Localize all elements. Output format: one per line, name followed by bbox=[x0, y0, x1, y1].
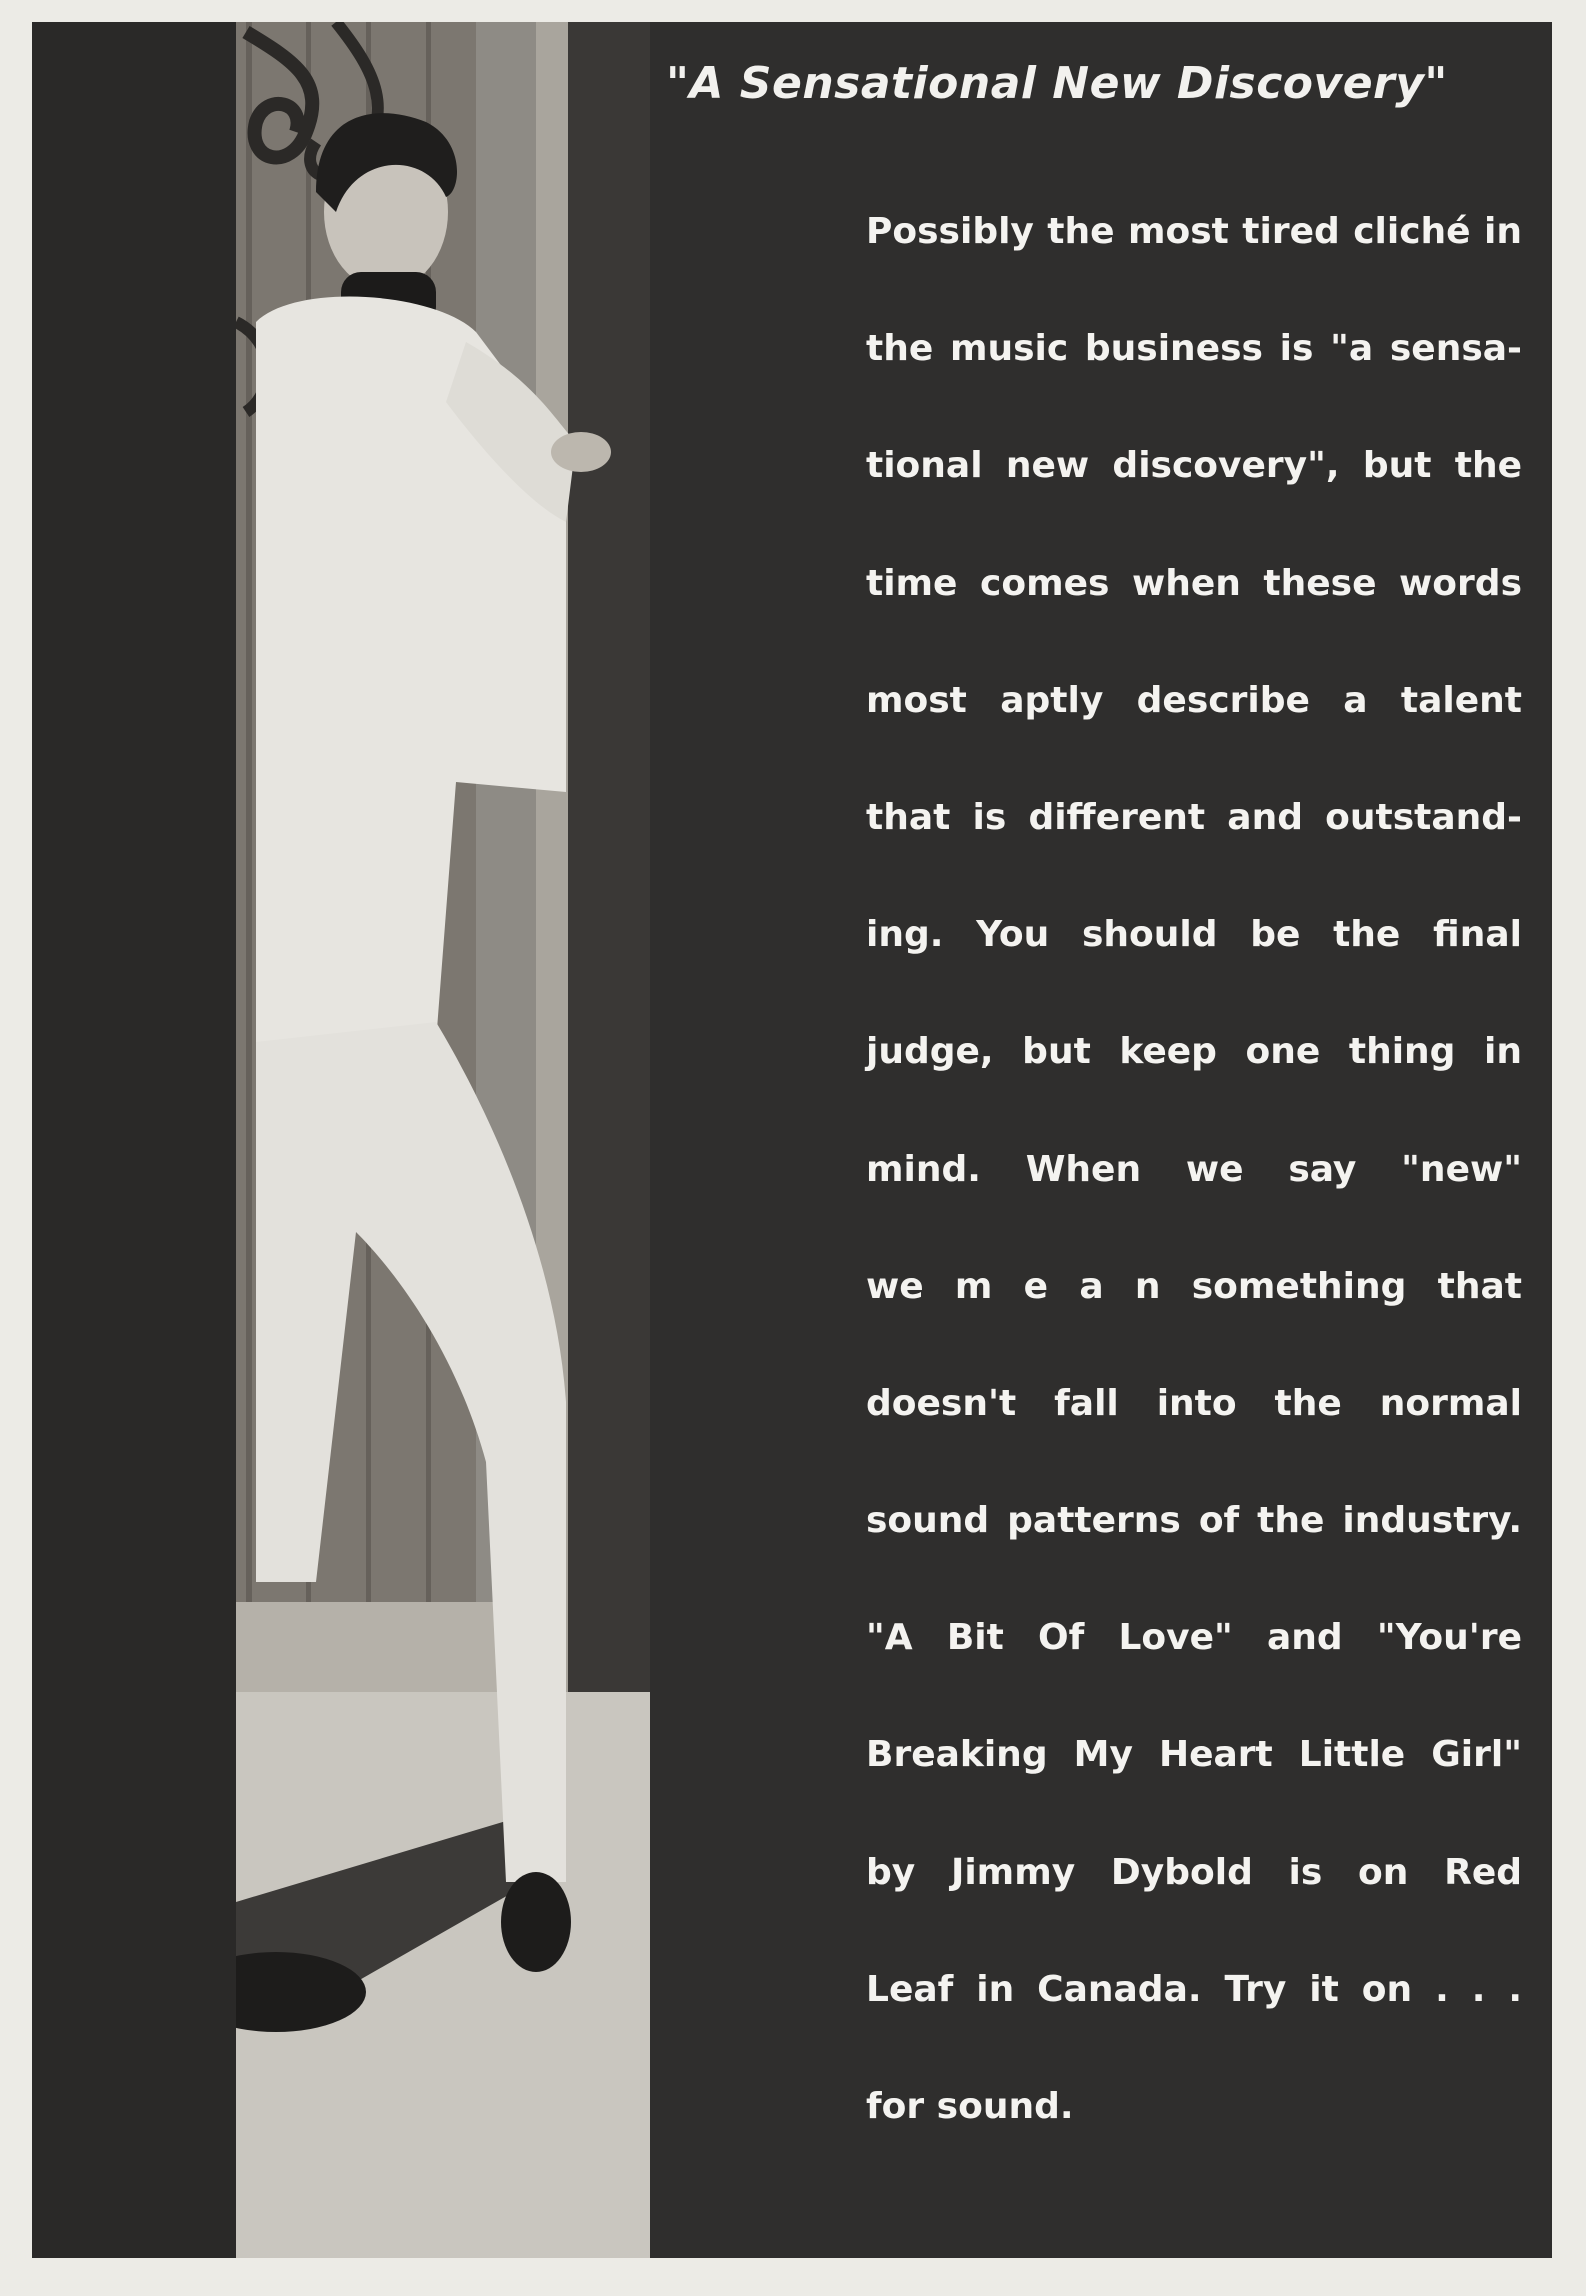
body-line: the music business is "a sensa- bbox=[866, 328, 1522, 370]
artist-photo bbox=[236, 22, 656, 2258]
body-line: ing. You should be the final bbox=[866, 914, 1522, 956]
body-line: mind. When we say "new" bbox=[866, 1148, 1522, 1190]
body-line: that is different and outstand- bbox=[866, 796, 1522, 838]
ad-body-copy bbox=[866, 200, 1522, 2192]
body-line: by Jimmy Dybold is on Red bbox=[866, 1851, 1522, 1893]
left-dark-strip bbox=[32, 22, 242, 2258]
body-line: time comes when these words bbox=[866, 562, 1522, 604]
body-line: for sound. bbox=[866, 2086, 1074, 2127]
body-line: Breaking My Heart Little Girl" bbox=[866, 1734, 1522, 1776]
body-line: we m e a n something that bbox=[866, 1265, 1522, 1307]
body-line: tional new discovery", but the bbox=[866, 445, 1522, 487]
body-line: sound patterns of the industry. bbox=[866, 1500, 1522, 1542]
body-line: "A Bit Of Love" and "You're bbox=[866, 1617, 1522, 1659]
body-line: judge, but keep one thing in bbox=[866, 1031, 1522, 1073]
body-line: Possibly the most tired cliché in bbox=[866, 211, 1522, 252]
body-line: most aptly describe a talent bbox=[866, 679, 1522, 721]
body-line: doesn't fall into the normal bbox=[866, 1382, 1522, 1424]
body-line: Leaf in Canada. Try it on . . . bbox=[866, 1968, 1522, 2010]
ad-headline: "A Sensational New Discovery" bbox=[666, 58, 1448, 109]
